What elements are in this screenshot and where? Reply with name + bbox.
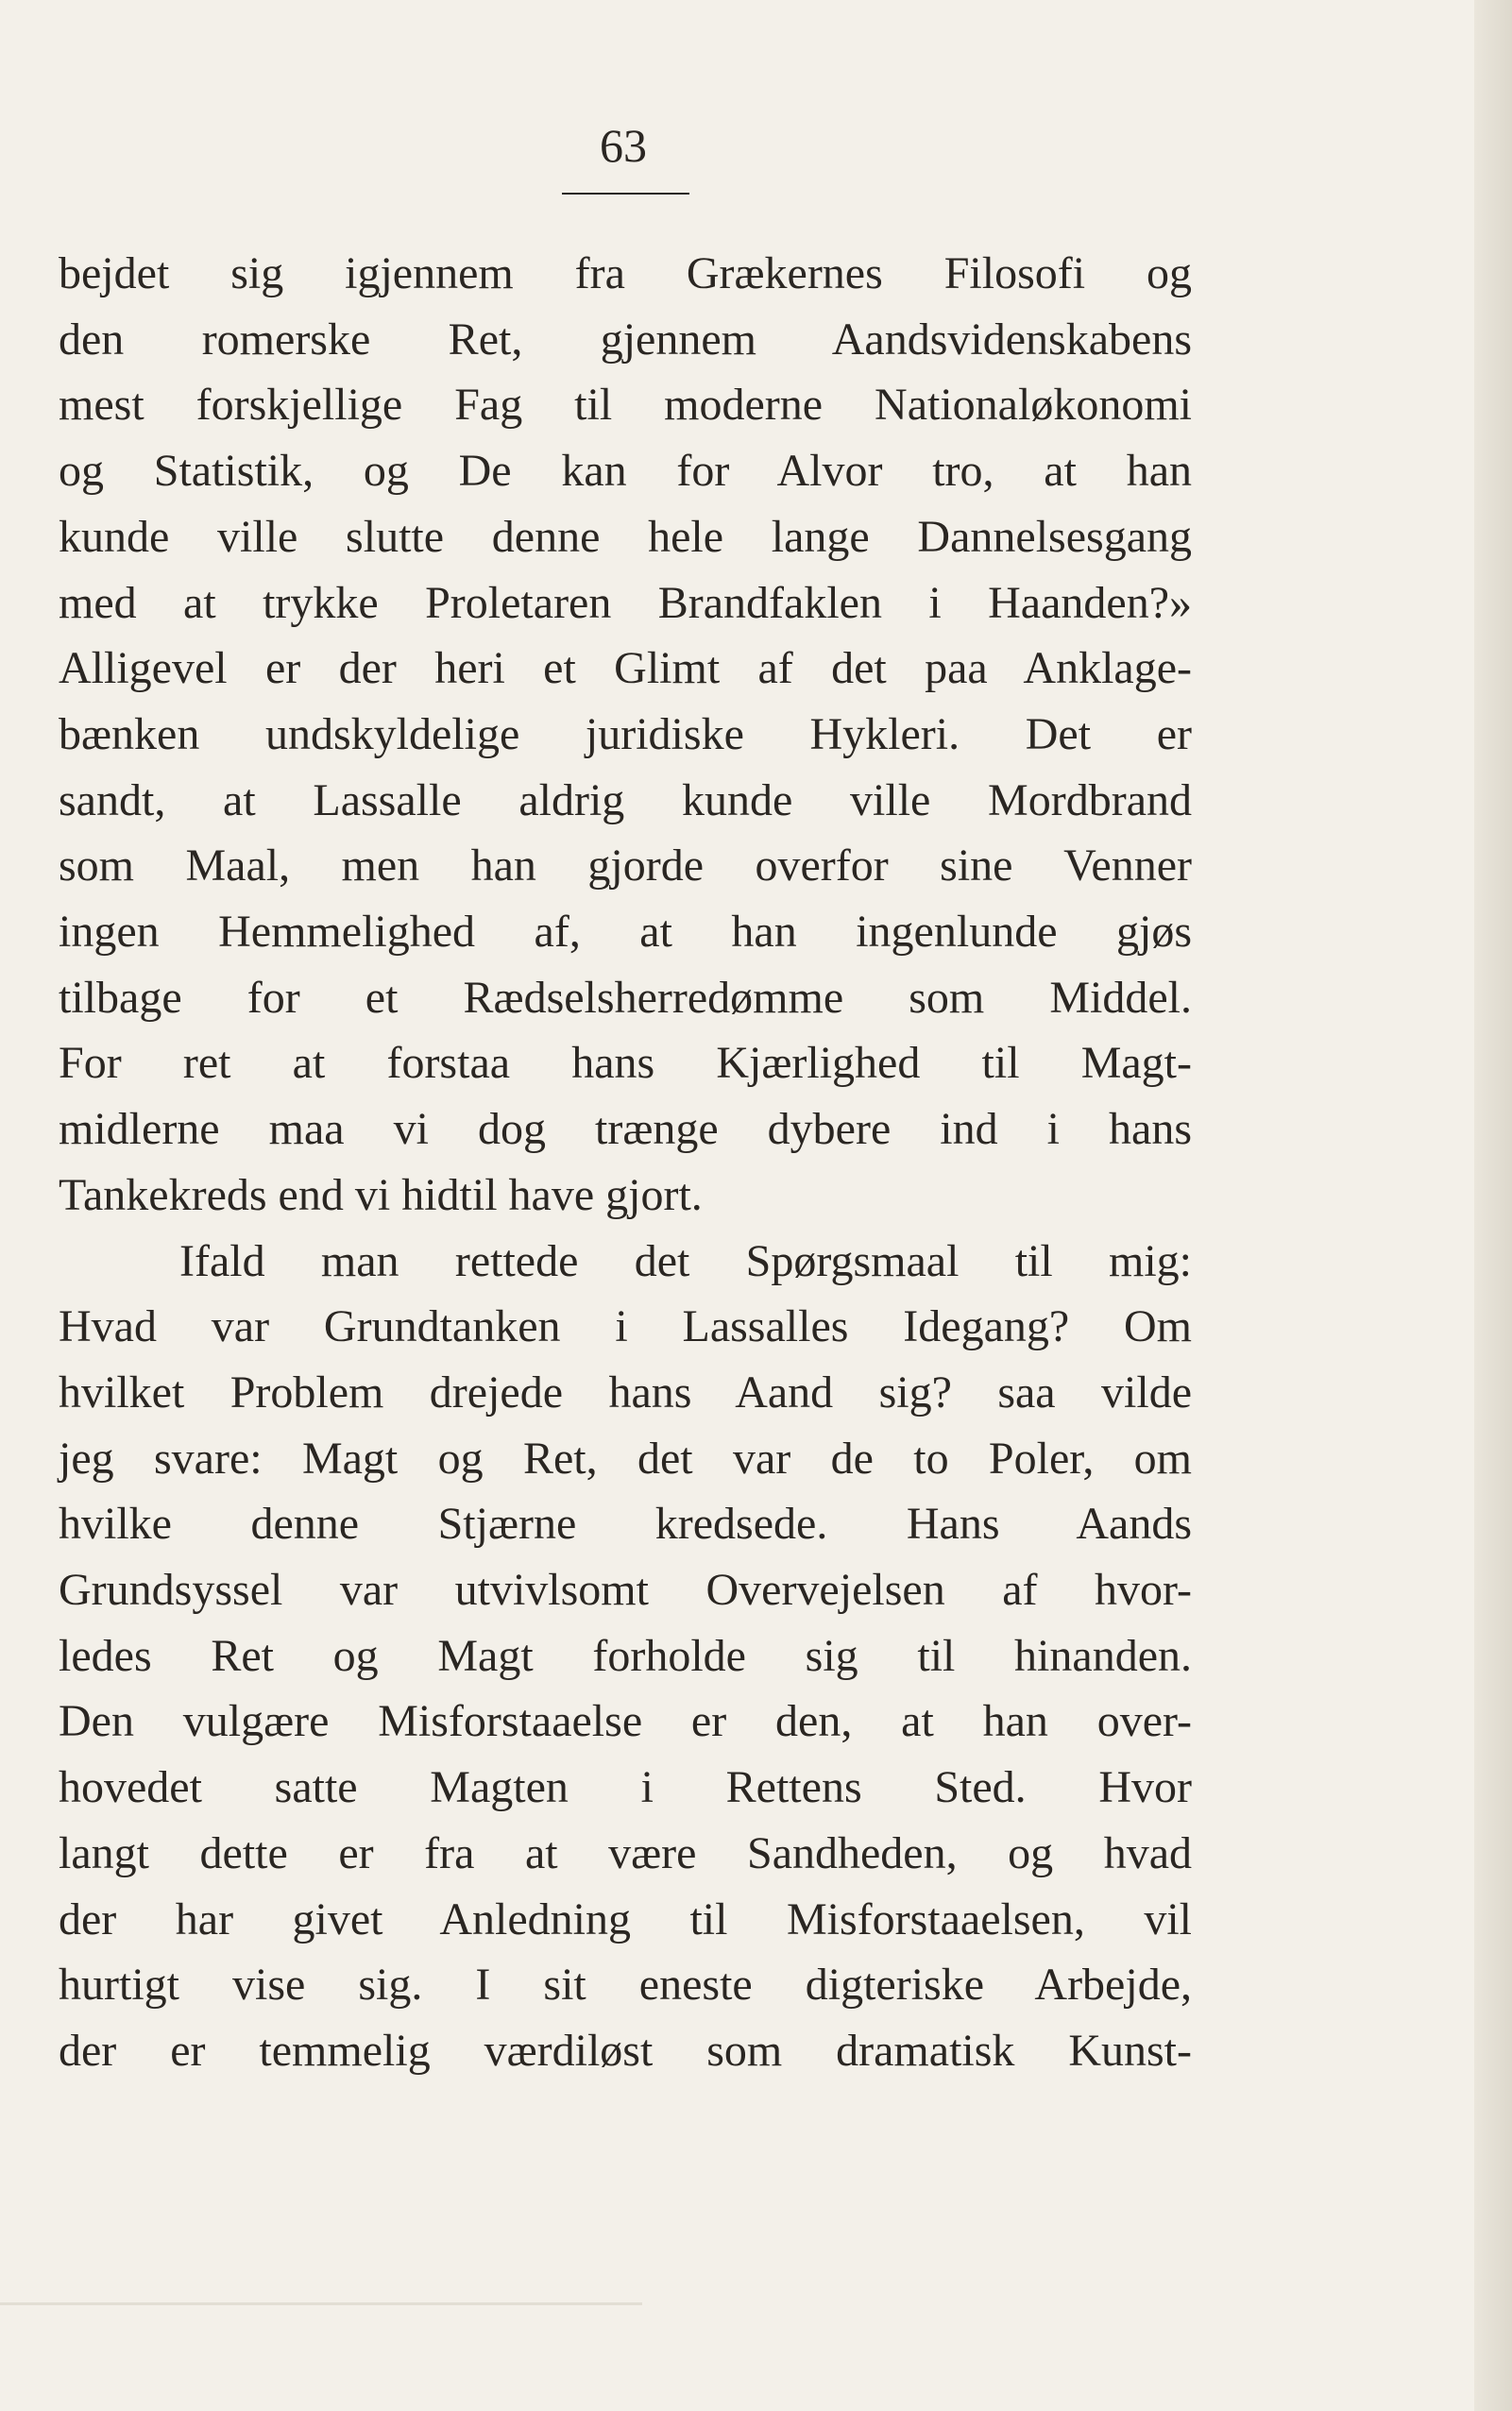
text-line: hvilket Problem drejede hans Aand sig? saa vilde [59, 1367, 1192, 1418]
text-line: ingen Hemmelighed af, at han ingenlunde gjøs [59, 907, 1192, 958]
text-line: hurtigt vise sig. I sit eneste digteriske Arbejde, [59, 1960, 1192, 2011]
text-line: kunde ville slutte denne hele lange Dannelsesgang [59, 511, 1192, 562]
text-line: ledes Ret og Magt forholde sig til hinanden. [59, 1630, 1192, 1681]
text-line: Alligevel er der heri et Glimt af det paa Anklage- [59, 643, 1192, 694]
text-line: For ret at forstaa hans Kjærlighed til Magt- [59, 1038, 1192, 1089]
text-line: midlerne maa vi dog trænge dybere ind i hans [59, 1104, 1192, 1155]
text-line: mest forskjellige Fag til moderne Nationaløkonomi [59, 380, 1192, 431]
page-smudge [0, 2302, 642, 2305]
text-line: og Statistik, og De kan for Alvor tro, at han [59, 446, 1192, 497]
text-line: den romerske Ret, gjennem Aandsvidenskabens [59, 314, 1192, 365]
text-line: Tankekreds end vi hidtil have gjort. [59, 1169, 703, 1220]
text-line: Grundsyssel var utvivlsomt Overvejelsen af hvor- [59, 1565, 1192, 1616]
text-line: bænken undskyldelige juridiske Hykleri. Det er [59, 708, 1192, 759]
page-edge-shadow [1474, 0, 1512, 2411]
text-line: hovedet satte Magten i Rettens Sted. Hvor [59, 1762, 1192, 1813]
text-line: bejdet sig igjennem fra Grækernes Filosofi og [59, 248, 1192, 298]
text-line: der har givet Anledning til Misforstaaelsen, vil [59, 1893, 1192, 1944]
body-text [59, 241, 1192, 2084]
text-line: langt dette er fra at være Sandheden, og hvad [59, 1827, 1192, 1878]
page-number: 63 [600, 119, 647, 172]
text-line: hvilke denne Stjærne kredsede. Hans Aands [59, 1499, 1192, 1550]
page-number-rule [562, 193, 689, 195]
text-line: der er temmelig værdiløst som dramatisk Kunst- [59, 2025, 1192, 2076]
text-line: med at trykke Proletaren Brandfaklen i Haanden?» [59, 577, 1192, 628]
text-line: Hvad var Grundtanken i Lassalles Idegang? Om [59, 1301, 1192, 1352]
text-line: som Maal, men han gjorde overfor sine Venner [59, 840, 1192, 891]
text-line: tilbage for et Rædselsherredømme som Middel. [59, 972, 1192, 1023]
paragraph-first-line: Ifald man rettede det Spørgsmaal til mig: [179, 1235, 1192, 1286]
text-line: sandt, at Lassalle aldrig kunde ville Mordbrand [59, 774, 1192, 825]
text-line: jeg svare: Magt og Ret, det var de to Poler, om [59, 1433, 1192, 1484]
text-line: Den vulgære Misforstaaelse er den, at han over- [59, 1696, 1192, 1747]
